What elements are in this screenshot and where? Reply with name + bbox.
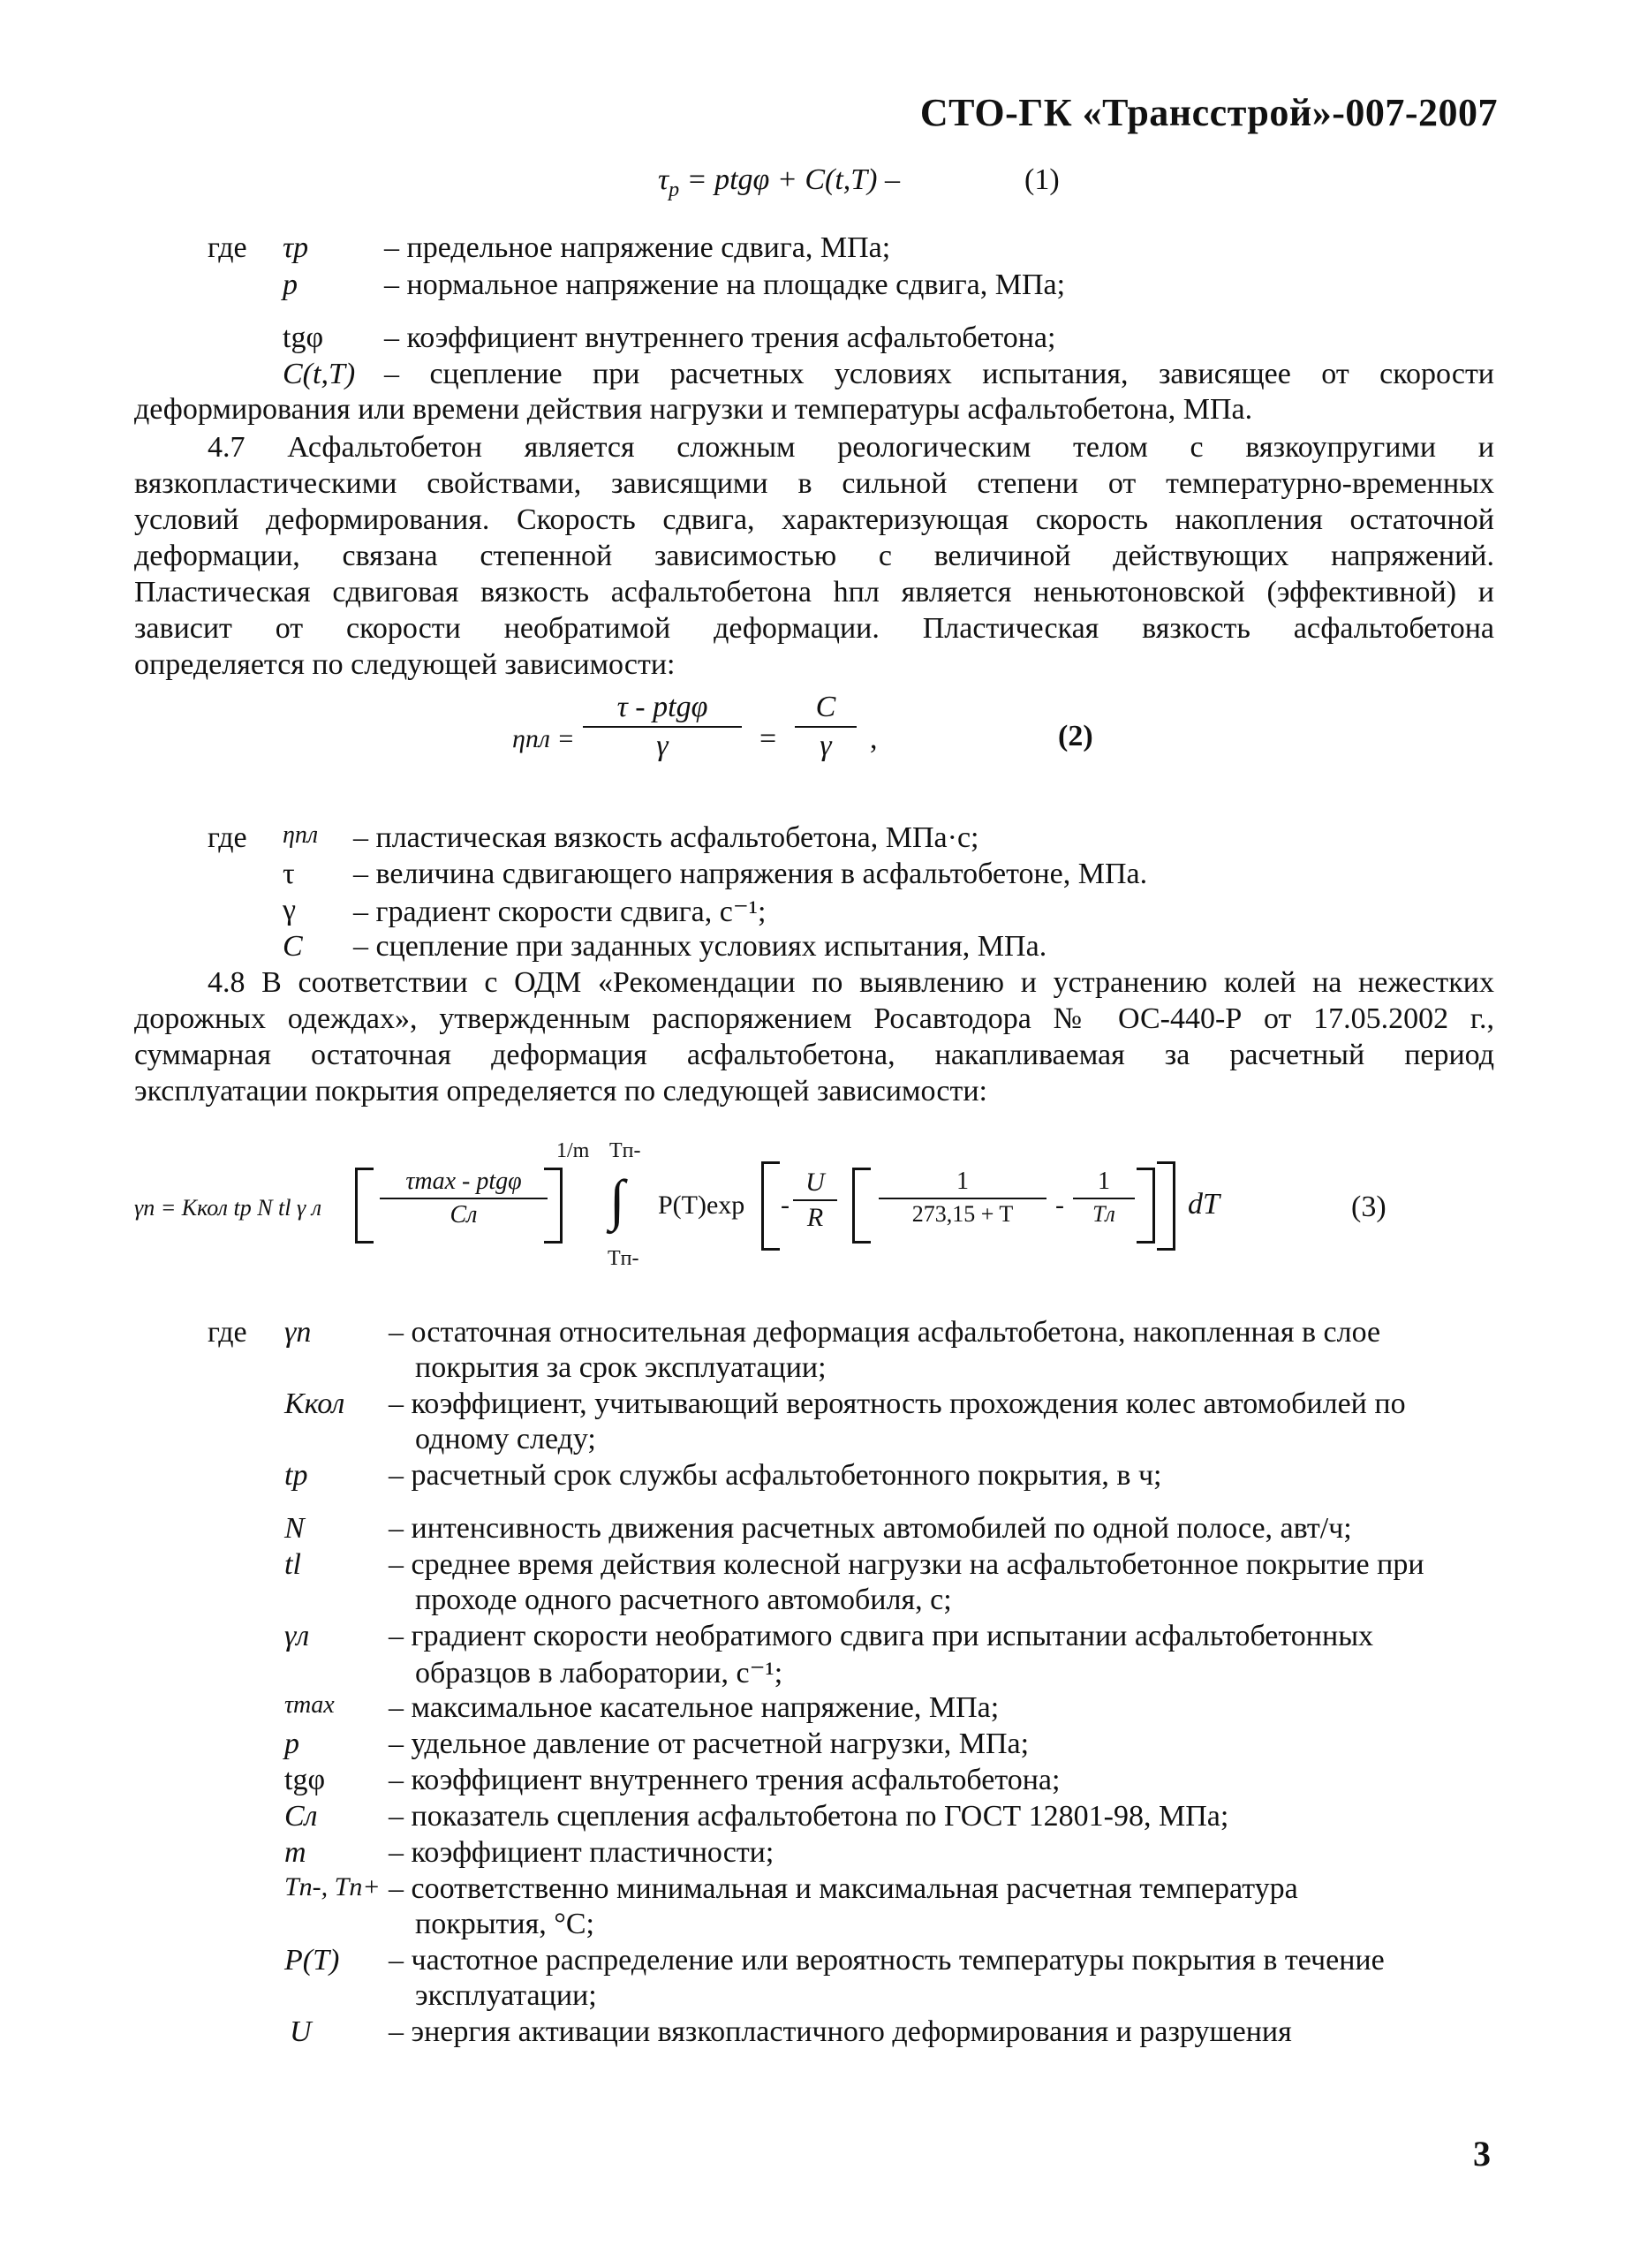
defs3-text-3: – интенсивность движения расчетных автомобилей по одной полосе, авт/ч; <box>389 1512 1352 1545</box>
eq2-den-1: γ <box>656 730 669 762</box>
defs3-text-10: – коэффициент пластичности; <box>389 1836 774 1869</box>
eq2-comma: , <box>870 722 878 755</box>
defs3-symbol-12: P(T) <box>284 1944 340 1977</box>
defs3-cont-0: покрытия за срок эксплуатации; <box>415 1351 827 1384</box>
eq3-frac-num: τmax - ptgφ <box>405 1168 522 1195</box>
eq3-number: (3) <box>1351 1191 1386 1223</box>
eq3-fraction-main <box>380 1168 548 1229</box>
defs1-text-2: – коэффициент внутреннего трения асфальтобетона; <box>384 321 1056 354</box>
defs3-symbol-10: m <box>284 1836 306 1869</box>
defs3-symbol-4: tl <box>284 1548 301 1581</box>
defs3-cont-1: одному следу; <box>415 1423 596 1455</box>
defs1-text-0: – предельное напряжение сдвига, МПа; <box>384 231 891 264</box>
para48-line-2: суммарная остаточная деформация асфальтобетона, накапливаемая за расчетный период <box>134 1039 1494 1071</box>
defs3-where: где <box>208 1316 247 1349</box>
eq2-fraction-1 <box>583 691 742 763</box>
defs2-symbol-2: γ <box>283 894 297 926</box>
eq3-dt: dT <box>1188 1188 1220 1221</box>
eq3-right-bracket-3 <box>1137 1168 1155 1244</box>
eq2-number: (2) <box>1058 720 1093 752</box>
defs3-cont-11: покрытия, °C; <box>415 1908 594 1940</box>
eq2-fraction-2 <box>795 691 857 763</box>
defs3-text-12: – частотное распределение или вероятность температуры покрытия в течение <box>389 1944 1385 1977</box>
defs1-text-3: – сцепление при расчетных условиях испытания, зависящее от скорости <box>384 358 1494 390</box>
eq3-power: 1/m <box>556 1139 590 1162</box>
para48-line-1: дорожных одеждах», утвержденным распоряжением Росавтодора № ОС-440-Р от 17.05.2002 г., <box>134 1002 1494 1035</box>
eq3-minus-1: - <box>781 1191 790 1220</box>
defs1-symbol-1: p <box>283 268 298 301</box>
eq2-bar-2 <box>795 726 857 728</box>
eq1-lhs-sub: p <box>669 178 680 201</box>
defs1-symbol-0: τp <box>283 231 309 264</box>
defs3-text-2: – расчетный срок службы асфальтобетонного покрытия, в ч; <box>389 1459 1162 1492</box>
eq3-f1-num: 1 <box>956 1168 969 1195</box>
defs3-symbol-5: γл <box>284 1620 310 1652</box>
defs3-text-13: – энергия активации вязкопластичного деформирования и разрушения <box>389 2015 1292 2048</box>
integral-sign: ∫ <box>609 1168 625 1231</box>
eq3-frac-bar <box>380 1198 548 1199</box>
defs3-cont-4: проходе одного расчетного автомобиля, с; <box>415 1584 952 1616</box>
page-number: 3 <box>1473 2134 1491 2174</box>
defs3-text-6: – максимальное касательное напряжение, МПа; <box>389 1691 1000 1724</box>
defs3-symbol-6: τmax <box>284 1691 335 1719</box>
eq3-left-bracket-2 <box>761 1161 780 1251</box>
para47-line-4: Пластическая сдвиговая вязкость асфальтобетона hпл является неньютоновской (эффективной) и <box>134 576 1494 609</box>
defs2-text-2: – градиент скорости сдвига, с⁻¹; <box>353 896 767 928</box>
eq3-fraction-t2 <box>1073 1168 1135 1228</box>
eq1-number: (1) <box>1024 163 1060 196</box>
eq2-bar-1 <box>583 726 742 728</box>
defs3-cont-5: образцов в лаборатории, с⁻¹; <box>415 1657 783 1690</box>
eq3-f1-den: 273,15 + T <box>911 1201 1014 1227</box>
defs3-symbol-2: tр <box>284 1459 308 1492</box>
para47-line-3: деформации, связана степенной зависимостью с величиной действующих напряжений. <box>134 540 1494 572</box>
eq2-den-2: γ <box>820 730 832 762</box>
para47-line-5: зависит от скорости необратимой деформации. Пластическая вязкость асфальтобетона <box>134 612 1494 645</box>
eq1-rhs: = ptgφ + C(t,T) – <box>686 163 900 196</box>
para47-line-2: условий деформирования. Скорость сдвига, характеризующая скорость накопления остаточной <box>134 503 1494 536</box>
eq3-int-upper: Tп- <box>609 1139 641 1162</box>
eq3-u-bar <box>793 1199 837 1201</box>
defs3-cont-12: эксплуатации; <box>415 1979 597 2012</box>
defs3-symbol-1: Kкол <box>284 1387 345 1420</box>
eq3-fraction-ur <box>793 1168 837 1233</box>
defs3-symbol-9: Cл <box>284 1800 318 1833</box>
defs3-text-0: – остаточная относительная деформация асфальтобетона, накопленная в слое <box>389 1316 1381 1349</box>
defs3-symbol-3: N <box>284 1512 305 1545</box>
defs1-continuation: деформирования или времени действия нагрузки и температуры асфальтобетона, МПа. <box>134 393 1253 426</box>
eq2-num-1: τ - ptgφ <box>616 691 708 723</box>
equation-1 <box>658 163 900 202</box>
eq3-fraction-t1 <box>879 1168 1046 1228</box>
defs1-text-1: – нормальное напряжение на площадке сдвига, МПа; <box>384 268 1066 301</box>
defs3-text-1: – коэффициент, учитывающий вероятность прохождения колес автомобилей по <box>389 1387 1406 1420</box>
eq3-f1-bar <box>879 1198 1046 1199</box>
defs3-symbol-7: p <box>284 1727 299 1760</box>
eq3-right-bracket-2 <box>1157 1161 1175 1251</box>
para47-line-6: определяется по следующей зависимости: <box>134 648 676 681</box>
defs3-text-11: – соответственно минимальная и максимальная расчетная температура <box>389 1872 1298 1905</box>
defs3-text-8: – коэффициент внутреннего трения асфальтобетона; <box>389 1764 1061 1796</box>
defs3-symbol-0: γп <box>284 1316 312 1349</box>
para47-line-0: 4.7 Асфальтобетон является сложным реологическим телом с вязкоупругими и <box>208 431 1494 464</box>
defs3-symbol-13: U <box>290 2015 312 2048</box>
eq3-minus-2: - <box>1055 1191 1064 1220</box>
eq2-num-2: C <box>815 691 836 723</box>
defs2-text-3: – сцепление при заданных условиях испытания, МПа. <box>353 930 1047 963</box>
eq3-left-bracket-1 <box>355 1168 374 1244</box>
eq1-lhs: τ <box>658 163 669 196</box>
eq3-f2-bar <box>1073 1198 1135 1199</box>
defs3-text-4: – среднее время действия колесной нагрузки на асфальтобетонное покрытие при <box>389 1548 1424 1581</box>
defs2-text-1: – величина сдвигающего напряжения в асфальтобетоне, МПа. <box>353 858 1148 890</box>
defs3-text-7: – удельное давление от расчетной нагрузки, МПа; <box>389 1727 1030 1760</box>
defs2-where: где <box>208 821 247 854</box>
defs1-symbol-3: C(t,T) <box>283 358 356 390</box>
eq3-lhs: γп = Kкол tр N tl γ л <box>134 1195 322 1221</box>
defs2-symbol-1: τ <box>283 858 295 890</box>
defs1-where: где <box>208 231 247 264</box>
eq3-int-lower: Tп- <box>608 1247 639 1270</box>
eq3-u-den: R <box>806 1203 824 1232</box>
defs2-symbol-0: ηпл <box>283 821 319 849</box>
para48-line-3: эксплуатации покрытия определяется по следующей зависимости: <box>134 1075 987 1108</box>
eq3-f2-den: Tл <box>1092 1201 1115 1227</box>
defs3-symbol-11: Tп-, Tп+ <box>284 1872 381 1901</box>
defs3-symbol-8: tgφ <box>284 1764 326 1796</box>
defs2-text-0: – пластическая вязкость асфальтобетона, МПа·с; <box>353 821 979 854</box>
eq3-left-bracket-3 <box>852 1168 871 1244</box>
defs2-symbol-3: C <box>283 930 303 963</box>
eq3-f2-num: 1 <box>1098 1168 1110 1195</box>
para48-line-0: 4.8 В соответствии с ОДМ «Рекомендации по выявлению и устранению колей на нежестких <box>208 966 1494 999</box>
eq3-frac-den: Cл <box>450 1201 478 1228</box>
eq3-integrand: P(T)exp <box>658 1191 745 1220</box>
eq2-equals: = <box>759 722 777 755</box>
defs1-symbol-2: tgφ <box>283 321 324 354</box>
defs3-text-5: – градиент скорости необратимого сдвига при испытании асфальтобетонных <box>389 1620 1374 1652</box>
eq3-u-num: U <box>805 1168 825 1197</box>
eq3-right-bracket-1 <box>544 1168 563 1244</box>
eq2-lhs: ηпл = <box>512 724 575 753</box>
document-header: СТО-ГК «Трансстрой»-007-2007 <box>919 91 1498 134</box>
defs3-text-9: – показатель сцепления асфальтобетона по ГОСТ 12801-98, МПа; <box>389 1800 1229 1833</box>
para47-line-1: вязкопластическими свойствами, зависящими в сильной степени от температурно-временных <box>134 467 1494 500</box>
